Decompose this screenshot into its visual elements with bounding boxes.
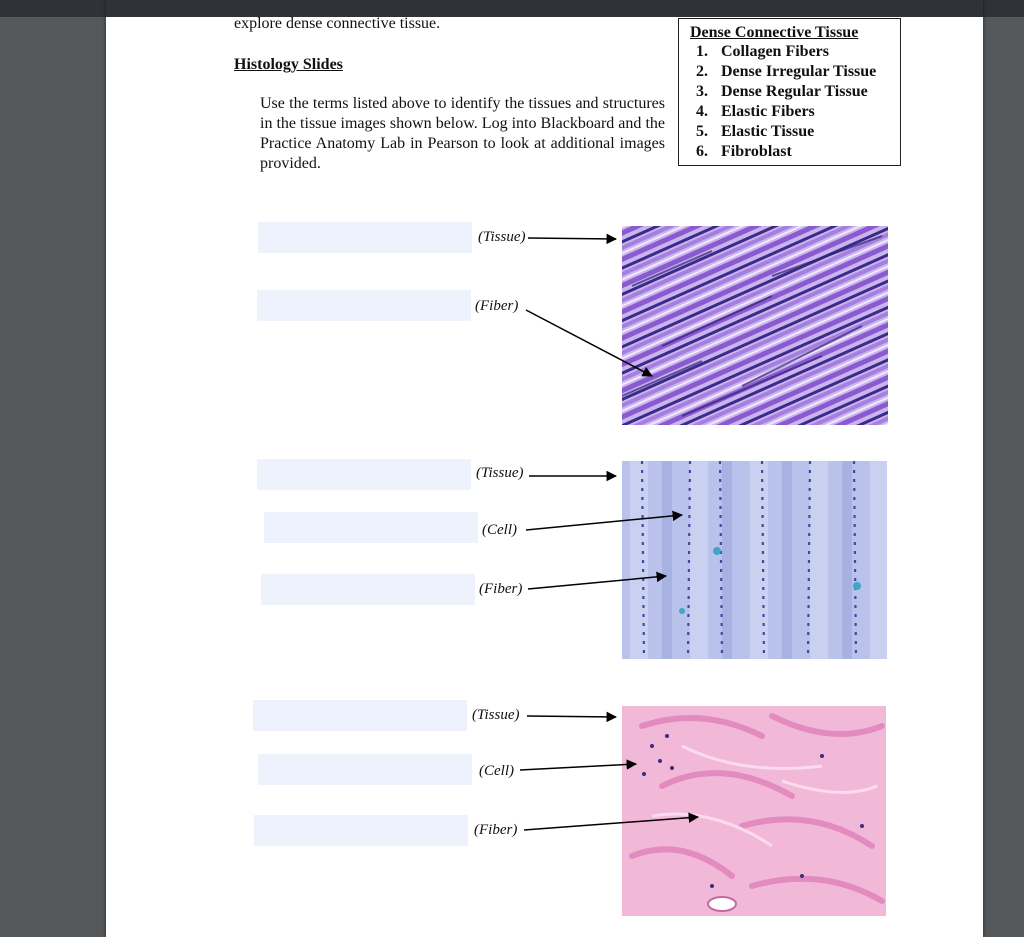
slide1-tissue-answer-field[interactable]	[258, 222, 472, 253]
term-item	[690, 82, 900, 102]
term-item	[690, 122, 900, 142]
term-number: 4.	[696, 103, 708, 120]
slide3-fiber-answer-field[interactable]	[254, 815, 468, 846]
slide2-cell-label: (Cell)	[482, 522, 517, 538]
intro-text: explore dense connective tissue.	[234, 15, 441, 32]
arrow-slide1-tissue	[528, 238, 616, 239]
term-number: 3.	[696, 83, 708, 100]
slide2-fiber-answer-field[interactable]	[261, 574, 475, 605]
term-number: 1.	[696, 43, 708, 60]
slide3-tissue-label: (Tissue)	[472, 707, 520, 723]
dense-regular-tissue-micrograph	[622, 461, 887, 659]
term-label: Dense Regular Tissue	[721, 83, 868, 100]
term-item	[690, 62, 900, 82]
term-item	[690, 142, 900, 162]
section-heading: Histology Slides	[234, 56, 343, 73]
instructions-paragraph: Use the terms listed above to identify the tissues and structures in the tissue images shown below. Log into Blackboard and the Practice Anatomy Lab in Pearson to look at additional images provided.	[260, 95, 665, 172]
term-label: Collagen Fibers	[721, 43, 829, 60]
slide2-fiber-label: (Fiber)	[479, 581, 523, 597]
slide1-fiber-answer-field[interactable]	[257, 290, 471, 321]
slide2-tissue-label: (Tissue)	[476, 465, 524, 481]
elastic-tissue-micrograph	[622, 226, 888, 425]
slide3-cell-label: (Cell)	[479, 763, 514, 779]
term-label: Fibroblast	[721, 143, 792, 160]
document-page	[106, 0, 983, 937]
term-list-title: Dense Connective Tissue	[690, 24, 859, 41]
slide3-cell-answer-field[interactable]	[258, 754, 472, 785]
term-item	[690, 102, 900, 122]
slide3-fiber-label: (Fiber)	[474, 822, 518, 838]
slide1-tissue-label: (Tissue)	[478, 229, 526, 245]
dense-irregular-tissue-micrograph	[622, 706, 886, 916]
term-label: Dense Irregular Tissue	[721, 63, 877, 80]
term-list	[690, 42, 900, 162]
arrow-slide3-tissue	[527, 716, 616, 717]
term-number: 6.	[696, 143, 708, 160]
slide2-cell-answer-field[interactable]	[264, 512, 478, 543]
term-label: Elastic Tissue	[721, 123, 815, 140]
slide3-tissue-answer-field[interactable]	[253, 700, 467, 731]
slide1-fiber-label: (Fiber)	[475, 298, 519, 314]
term-number: 5.	[696, 123, 708, 140]
slide2-tissue-answer-field[interactable]	[257, 459, 471, 490]
term-item	[690, 42, 900, 62]
term-label: Elastic Fibers	[721, 103, 815, 120]
term-number: 2.	[696, 63, 708, 80]
term-list-box	[678, 18, 901, 166]
arrow-slide3-cell	[520, 764, 636, 770]
